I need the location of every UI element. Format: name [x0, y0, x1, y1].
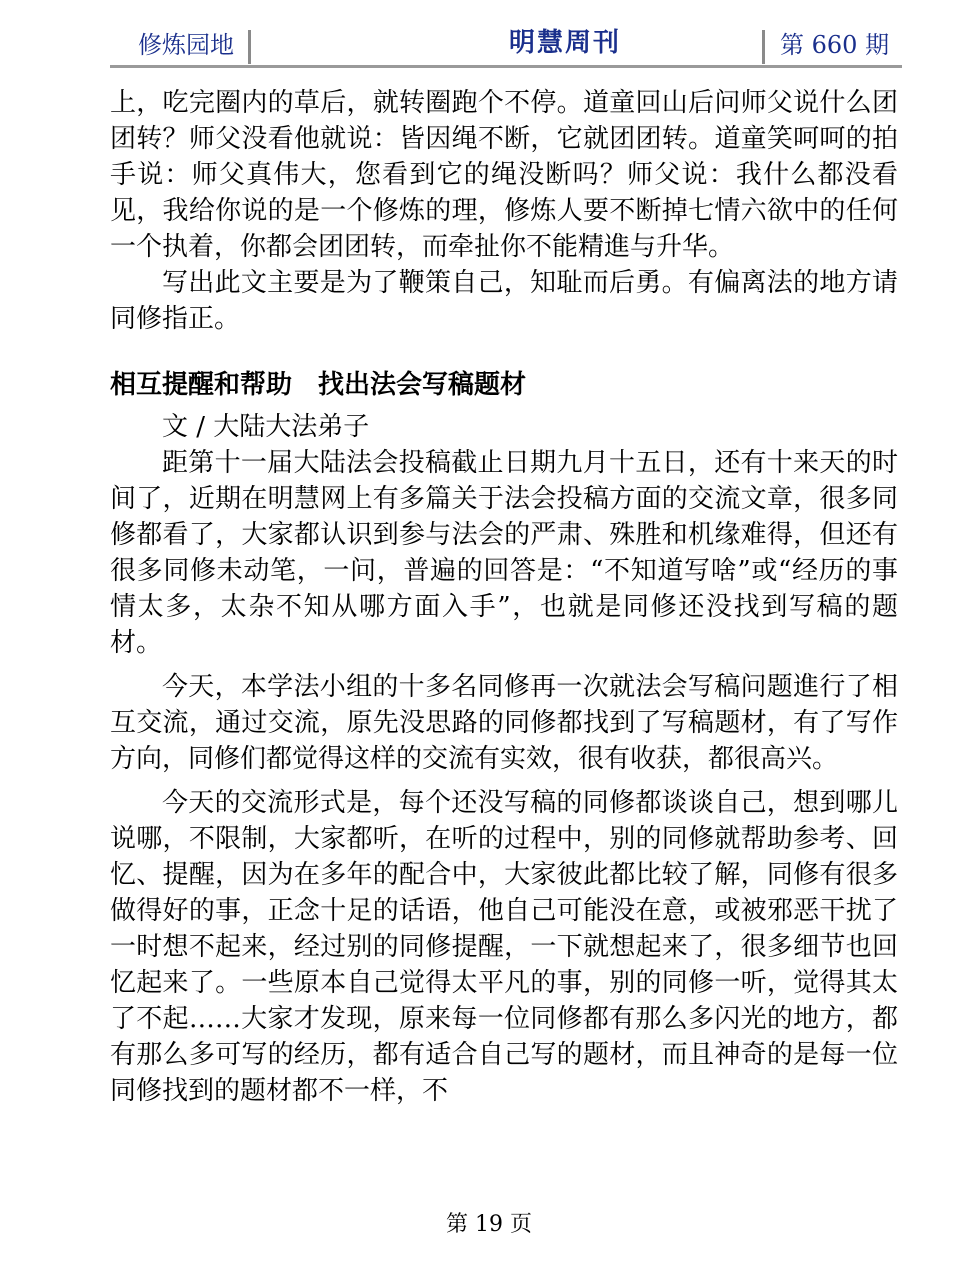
page-number: 第 19 页: [446, 1212, 532, 1237]
article-paragraph: 距第十一届大陆法会投稿截止日期九月十五日，还有十来天的时间了，近期在明慧网上有多篇关于法会投稿方面的交流文章，很多同修都看了，大家都认识到参与法会的严肃、殊胜和机缘难得，但还有很多同修未动笔，一问，普遍的回答是：“不知道写啥”或“经历的事情太多，太杂不知从哪方面入手”，也就是同修还没找到写稿的题材。: [110, 448, 898, 658]
page-header: [110, 26, 900, 64]
page-content: [110, 85, 898, 1109]
section-name: 修炼园地: [138, 31, 234, 59]
header-divider: [762, 30, 765, 64]
article-paragraph: 今天，本学法小组的十多名同修再一次就法会写稿问题進行了相互交流，通过交流，原先没思路的同修都找到了写稿题材，有了写作方向，同修们都觉得这样的交流有实效，很有收获，都很高兴。: [110, 672, 898, 774]
issue-number: 第 660 期: [780, 31, 890, 59]
article-paragraph: 写出此文主要是为了鞭策自己，知耻而后勇。有偏离法的地方请同修指正。: [110, 268, 898, 334]
header-rule: [110, 65, 902, 68]
article-author: 文 / 大陆大法弟子: [162, 412, 370, 442]
article-title: 相互提醒和帮助 找出法会写稿题材: [110, 370, 527, 400]
header-divider: [248, 30, 251, 64]
article-paragraph: 今天的交流形式是，每个还没写稿的同修都谈谈自己，想到哪儿说哪，不限制，大家都听，在听的过程中，别的同修就帮助参考、回忆、提醒，因为在多年的配合中，大家彼此都比较了解，同修有很多做得好的事，正念十足的话语，他自己可能没在意，或被邪恶干扰了一时想不起来，经过别的同修提醒，一下就想起来了，很多细节也回忆起来了。一些原本自己觉得太平凡的事，别的同修一听，觉得其太了不起……大家才发现，原来每一位同修都有那么多闪光的地方，都有那么多可写的经历，都有适合自己写的题材，而且神奇的是每一位同修找到的题材都不一样，不: [110, 788, 898, 1106]
article-paragraph: 上，吃完圈内的草后，就转圈跑个不停。道童回山后问师父说什么团团转？师父没看他就说：皆因绳不断，它就团团转。道童笑呵呵的拍手说：师父真伟大，您看到它的绳没断吗？师父说：我什么都没看见，我给你说的是一个修炼的理，修炼人要不断掉七情六欲中的任何一个执着，你都会团团转，而牵扯你不能精進与升华。: [110, 88, 898, 262]
publication-title: 明慧周刊: [508, 28, 621, 58]
